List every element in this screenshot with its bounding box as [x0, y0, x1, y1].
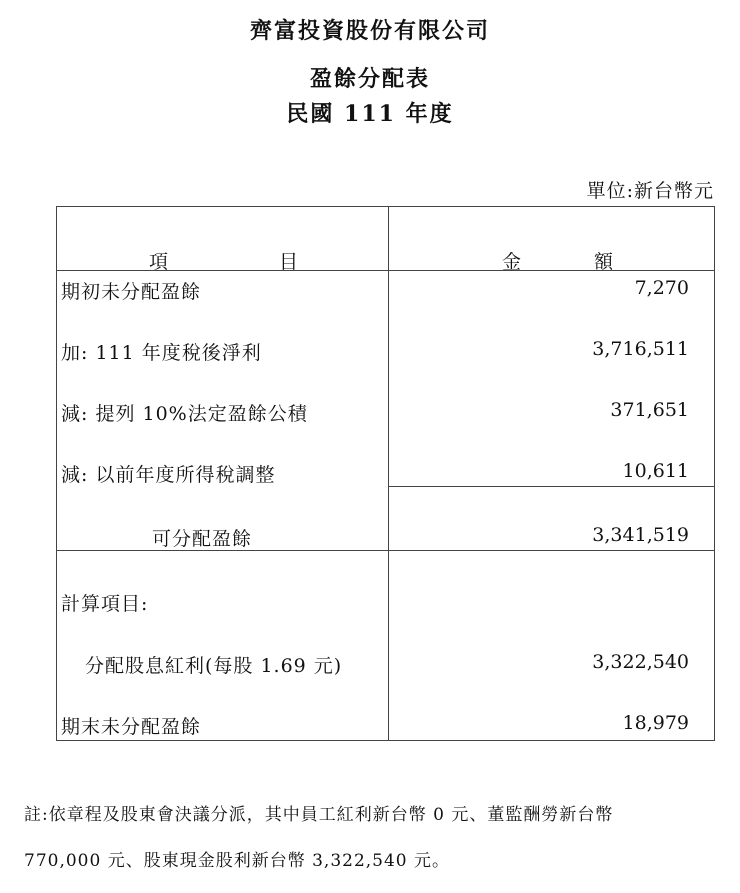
row-label-calculation-items: 計算項目:: [61, 593, 149, 615]
row-amount-distributable: 3,341,519: [592, 524, 689, 546]
row-label-legal-reserve: 減: 提列 10%法定盈餘公積: [61, 403, 308, 425]
row-amount-dividends: 3,322,540: [592, 651, 689, 673]
subtotal-divider: [388, 486, 714, 487]
unit-label: 單位:新台幣元: [586, 180, 714, 202]
report-title: 盈餘分配表: [309, 66, 430, 92]
row-amount-closing-retained: 18,979: [622, 712, 689, 734]
row-amount-opening-retained: 7,270: [634, 277, 689, 299]
column-header-amount-b: 額: [594, 251, 615, 273]
row-label-tax-adjustment: 減: 以前年度所得稅調整: [61, 464, 276, 486]
row-label-net-income: 加: 111 年度稅後淨利: [61, 342, 262, 364]
earnings-distribution-table: [56, 206, 715, 741]
row-label-dividends: 分配股息紅利(每股 1.69 元): [85, 655, 343, 677]
column-header-amount-a: 金: [502, 251, 523, 273]
row-amount-legal-reserve: 371,651: [610, 399, 689, 421]
company-name: 齊富投資股份有限公司: [249, 18, 490, 44]
row-amount-tax-adjustment: 10,611: [622, 460, 689, 482]
footnote-line-1: 註:依章程及股東會決議分派，其中員工紅利新台幣 0 元、董監酬勞新台幣: [24, 805, 614, 825]
row-label-opening-retained: 期初未分配盈餘: [61, 281, 202, 303]
row-label-closing-retained: 期末未分配盈餘: [61, 716, 202, 738]
column-header-item-a: 項: [149, 251, 170, 273]
footnote-line-2: 770,000 元、股東現金股利新台幣 3,322,540 元。: [24, 851, 451, 871]
column-header-item-b: 目: [279, 251, 300, 273]
row-amount-net-income: 3,716,511: [592, 338, 689, 360]
row-label-distributable: 可分配盈餘: [152, 528, 253, 550]
column-divider: [388, 207, 389, 740]
fiscal-year: 民國 111 年度: [286, 101, 454, 127]
